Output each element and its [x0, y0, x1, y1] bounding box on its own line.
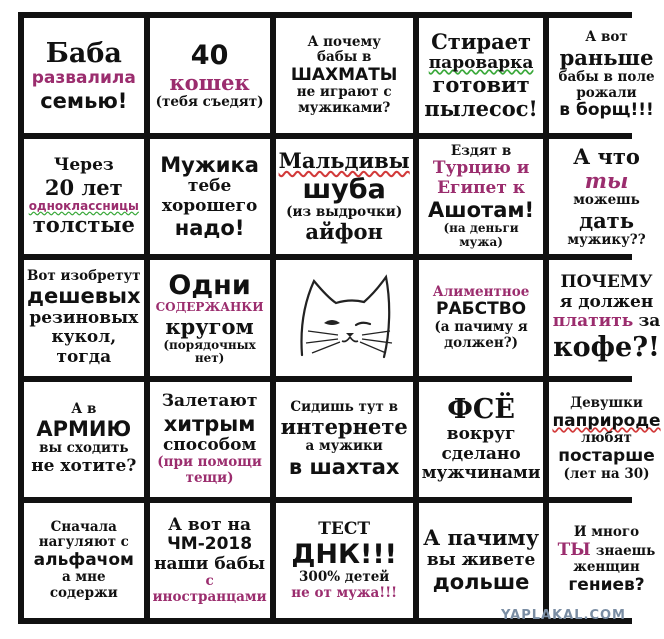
cell-line: А вот на	[168, 514, 251, 535]
cell-line: интернете	[280, 414, 408, 440]
bingo-cell-1	[24, 18, 144, 133]
cell-line: а мне содержи	[49, 569, 118, 601]
cell-line: раньше	[559, 44, 654, 70]
cell-line: Сначала	[50, 518, 117, 535]
bingo-cell-8	[276, 139, 413, 254]
bingo-cell-19	[419, 382, 544, 497]
cell-line: альфачом	[33, 549, 134, 570]
cell-line: Мужика	[160, 153, 259, 178]
cell-line: нагуляют с	[38, 534, 129, 551]
cell-line: (а пачиму я	[434, 319, 528, 335]
cell-line: (тебя съедят)	[155, 94, 264, 111]
cell-line: Через	[53, 154, 114, 175]
cell-line: РАБСТВО	[436, 299, 527, 320]
cell-line: (на деньги мужа)	[443, 221, 519, 250]
cell-line: в борщ!!!	[559, 100, 654, 121]
cell-line: 40	[190, 40, 229, 72]
cell-line: А почему	[307, 33, 381, 50]
bingo-cell-15	[549, 260, 663, 375]
cell-line: (порядочных	[163, 337, 256, 352]
cell-line: ДНК!!!	[291, 539, 397, 571]
cell-line: хитрым	[163, 411, 256, 436]
bingo-cell-9	[419, 139, 544, 254]
cell-line: 20 лет	[44, 174, 123, 200]
cell-line: можешь	[573, 192, 640, 209]
bingo-cell-10	[549, 139, 663, 254]
cell-line: (при помощи	[157, 454, 262, 471]
cell-line: в шахтах	[288, 454, 400, 479]
cell-line: И много	[573, 524, 640, 541]
cell-line: ТЫ	[557, 539, 591, 560]
cell-line: ЧМ-2018	[167, 534, 253, 555]
bingo-cell-5	[549, 18, 663, 133]
cell-line: рожали	[576, 84, 637, 101]
cell-line: (лет на 30)	[563, 465, 650, 482]
bingo-cell-21	[24, 503, 144, 618]
cell-line: Алиментное	[432, 283, 530, 300]
cell-line: гениев?	[568, 574, 645, 595]
cell-line: толстые	[32, 212, 135, 238]
cell-line: мужчинами	[421, 463, 541, 484]
bingo-cell-23	[276, 503, 413, 618]
cell-line: одноклассницы	[28, 198, 139, 213]
cell-line: не от мужа!!!	[291, 584, 398, 601]
cell-line: резиновых	[29, 307, 139, 328]
cell-line: готовит	[432, 72, 530, 98]
cell-line: паприроде	[552, 410, 661, 431]
bingo-cell-24	[419, 503, 544, 618]
cell-line: вы живете	[426, 549, 536, 570]
cell-line: Девушки	[570, 395, 643, 412]
cell-line: Мальдивы	[278, 148, 410, 174]
cell-line: А в	[71, 400, 97, 417]
cell-line: женщин	[573, 559, 640, 576]
cell-line: надо!	[174, 216, 245, 241]
cell-line: наши бабы	[154, 553, 266, 574]
cell-line: не хотите?	[31, 456, 137, 476]
cell-line: сделано	[441, 443, 521, 464]
cell-line: с иностранцами	[152, 573, 267, 605]
cell-line: бабы в	[316, 49, 372, 66]
bingo-cell-16	[24, 382, 144, 497]
cell-line: АРМИЮ	[36, 417, 132, 442]
bingo-cell-20	[549, 382, 663, 497]
cell-line: пароварка	[428, 52, 534, 73]
cell-line: кофе?!	[553, 331, 660, 363]
cell-line: знаешь	[595, 542, 656, 559]
cell-line: Сидишь тут в	[290, 398, 398, 415]
cell-line: А что	[573, 144, 640, 170]
cell-line: А вот	[585, 29, 628, 46]
cell-line: А пачиму	[423, 525, 540, 551]
cell-line: Баба	[45, 38, 122, 70]
cell-line: кукол, тогда	[51, 327, 117, 367]
cell-line: Ашотам!	[428, 198, 535, 223]
cell-line: нет)	[194, 351, 225, 366]
bingo-cell-14	[419, 260, 544, 375]
cell-line: Вот изобретут	[27, 267, 141, 284]
cell-line: Египет к	[437, 177, 526, 198]
cell-line: бабы в поле	[558, 69, 655, 86]
cell-line: а мужики	[305, 438, 383, 455]
cell-line: за	[638, 311, 661, 332]
cell-line: ты	[584, 168, 629, 194]
bingo-cell-22	[150, 503, 270, 618]
cell-line: Стирает	[431, 28, 532, 54]
bingo-cell-12	[150, 260, 270, 375]
bingo-cell-4	[419, 18, 544, 133]
cell-line: ТЕСТ	[318, 518, 371, 539]
cell-line: платить	[552, 311, 634, 332]
bingo-cell-25	[549, 503, 663, 618]
cell-line: я должен	[559, 291, 654, 312]
cell-line: вы сходить	[39, 440, 129, 457]
cell-line: вокруг	[446, 424, 516, 445]
cell-line: мужиками?	[298, 99, 391, 116]
cell-line: мужику??	[567, 232, 646, 248]
watermark: YAPLAKAL.COM	[501, 608, 626, 623]
bingo-cell-6	[24, 139, 144, 254]
cell-line: тещи)	[185, 469, 234, 486]
cat-face-icon	[294, 273, 394, 363]
cell-line: семью!	[40, 88, 128, 113]
bingo-cell-2	[150, 18, 270, 133]
cell-line: Турцию и	[432, 158, 530, 179]
bingo-board	[18, 12, 661, 624]
cell-line: способом	[162, 434, 257, 455]
cell-line: ПОЧЕМУ	[560, 272, 653, 293]
bingo-cell-3	[276, 18, 413, 133]
cell-line: не играют с	[296, 84, 392, 101]
cell-line: ШАХМАТЫ	[290, 64, 398, 85]
bingo-cell-17	[150, 382, 270, 497]
cell-line: Залетают	[161, 391, 258, 412]
cell-line: шуба	[302, 173, 386, 205]
cell-line: хорошего	[161, 195, 258, 216]
cell-line: (из выдрочки)	[286, 203, 403, 220]
cell-line: дать	[579, 207, 634, 233]
cell-line: дешевых	[27, 284, 141, 309]
cell-line: ФСЁ	[447, 394, 515, 426]
cell-line: тебе	[187, 176, 232, 197]
cell-line: СОДЕРЖАНКИ	[155, 299, 264, 314]
bingo-cell-11	[24, 260, 144, 375]
bingo-cell-7	[150, 139, 270, 254]
cell-line: любят	[581, 430, 632, 447]
cell-line: Одни	[168, 269, 251, 301]
cell-line: айфон	[305, 219, 383, 245]
cell-line: постарше	[558, 445, 655, 466]
cell-line: пылесос!	[424, 96, 538, 122]
bingo-cell-free-cat	[276, 260, 413, 375]
cell-line: кругом	[165, 313, 254, 339]
bingo-cell-18	[276, 382, 413, 497]
cell-line: 300% детей	[299, 569, 390, 586]
cell-line: развалила	[31, 68, 136, 89]
cell-line: кошек	[169, 70, 250, 96]
cell-line: Ездят в	[450, 142, 512, 159]
cell-line: дольше	[432, 570, 530, 595]
cell-line: должен?)	[444, 334, 519, 351]
